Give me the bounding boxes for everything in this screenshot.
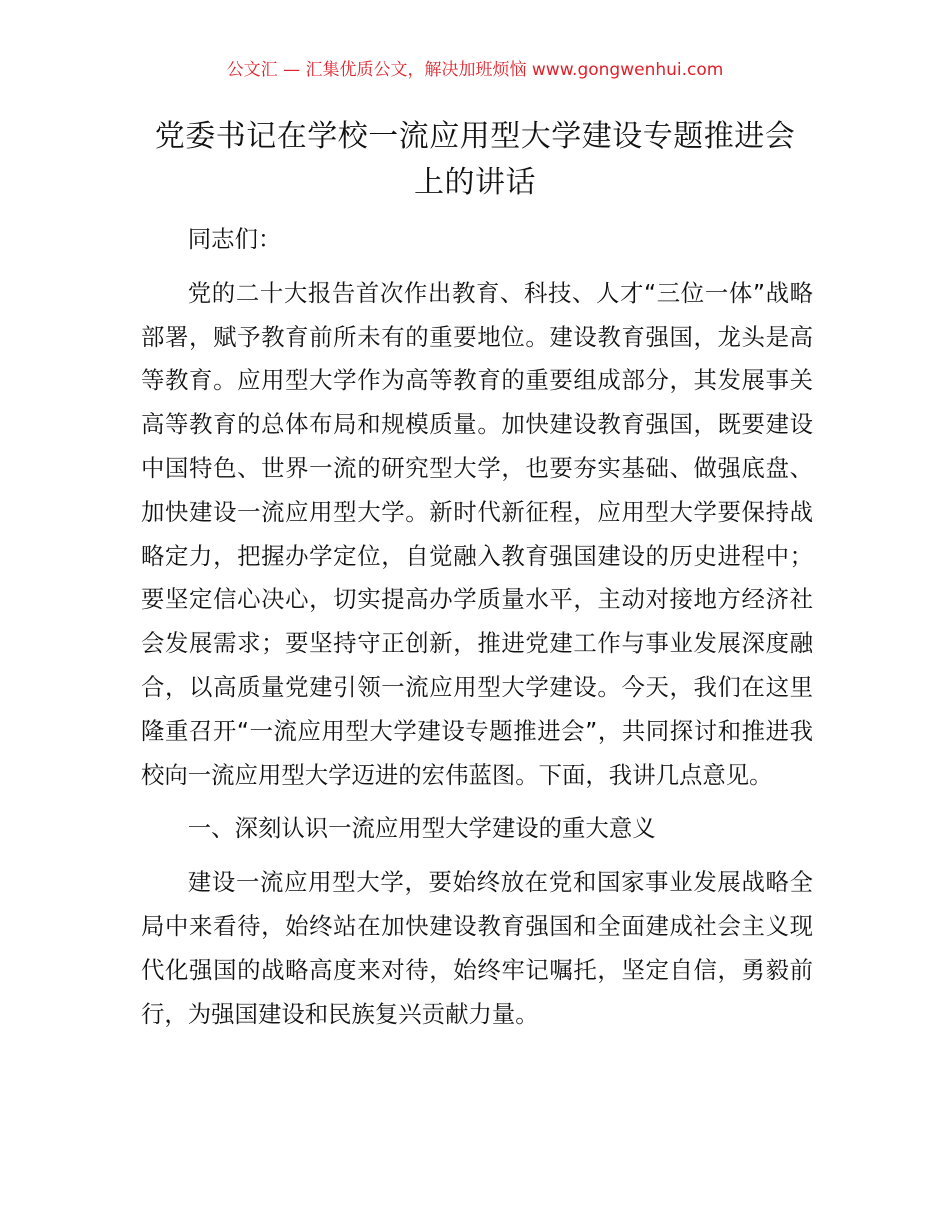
salutation: 同志们： (187, 225, 282, 253)
site-slogan: 汇集优质公文，解决加班烦恼 (305, 60, 527, 80)
site-url-link[interactable]: www.gongwenhui.com (531, 60, 724, 80)
paragraph-section-1: 建设一流应用型大学，要始终放在党和国家事业发展战略全局中来看待，始终站在加快建设教育强国和全面建成社会主义现代化强国的战略高度来对待，始终牢记嘱托，坚定自信，勇毅前行，为强国建设和民族复兴贡献力量。 (141, 868, 813, 1028)
section-heading-1: 一、深刻认识一流应用型大学建设的重大意义 (187, 814, 656, 843)
site-name: 公文汇 (226, 60, 278, 80)
paragraph-intro: 党的二十大报告首次作出教育、科技、人才“三位一体”战略部署，赋予教育前所未有的重要地位。建设教育强国，龙头是高等教育。应用型大学作为高等教育的重要组成部分，其发展事关高等教育的总体布局和规模质量。加快建设教育强国，既要建设中国特色、世界一流的研究型大学，也要夯实基础、做强底盘、加快建设一流应用型大学。新时代新征程，应用型大学要保持战略定力，把握办学定位，自觉融入教育强国建设的历史进程中；要坚定信心决心，切实提高办学质量水平，主动对接地方经济社会发展需求；要坚持守正创新，推进党建工作与事业发展深度融合，以高质量党建引领一流应用型大学建设。今天，我们在这里隆重召开“一流应用型大学建设专题推进会”，共同探讨和推进我校向一流应用型大学迈进的宏伟蓝图。下面，我讲几点意见。 (141, 278, 813, 789)
site-header-banner (0, 58, 950, 82)
document-body (141, 218, 813, 1046)
document-title: 党委书记在学校一流应用型大学建设专题推进会上的讲话 (154, 119, 796, 200)
header-separator: — (277, 60, 306, 80)
